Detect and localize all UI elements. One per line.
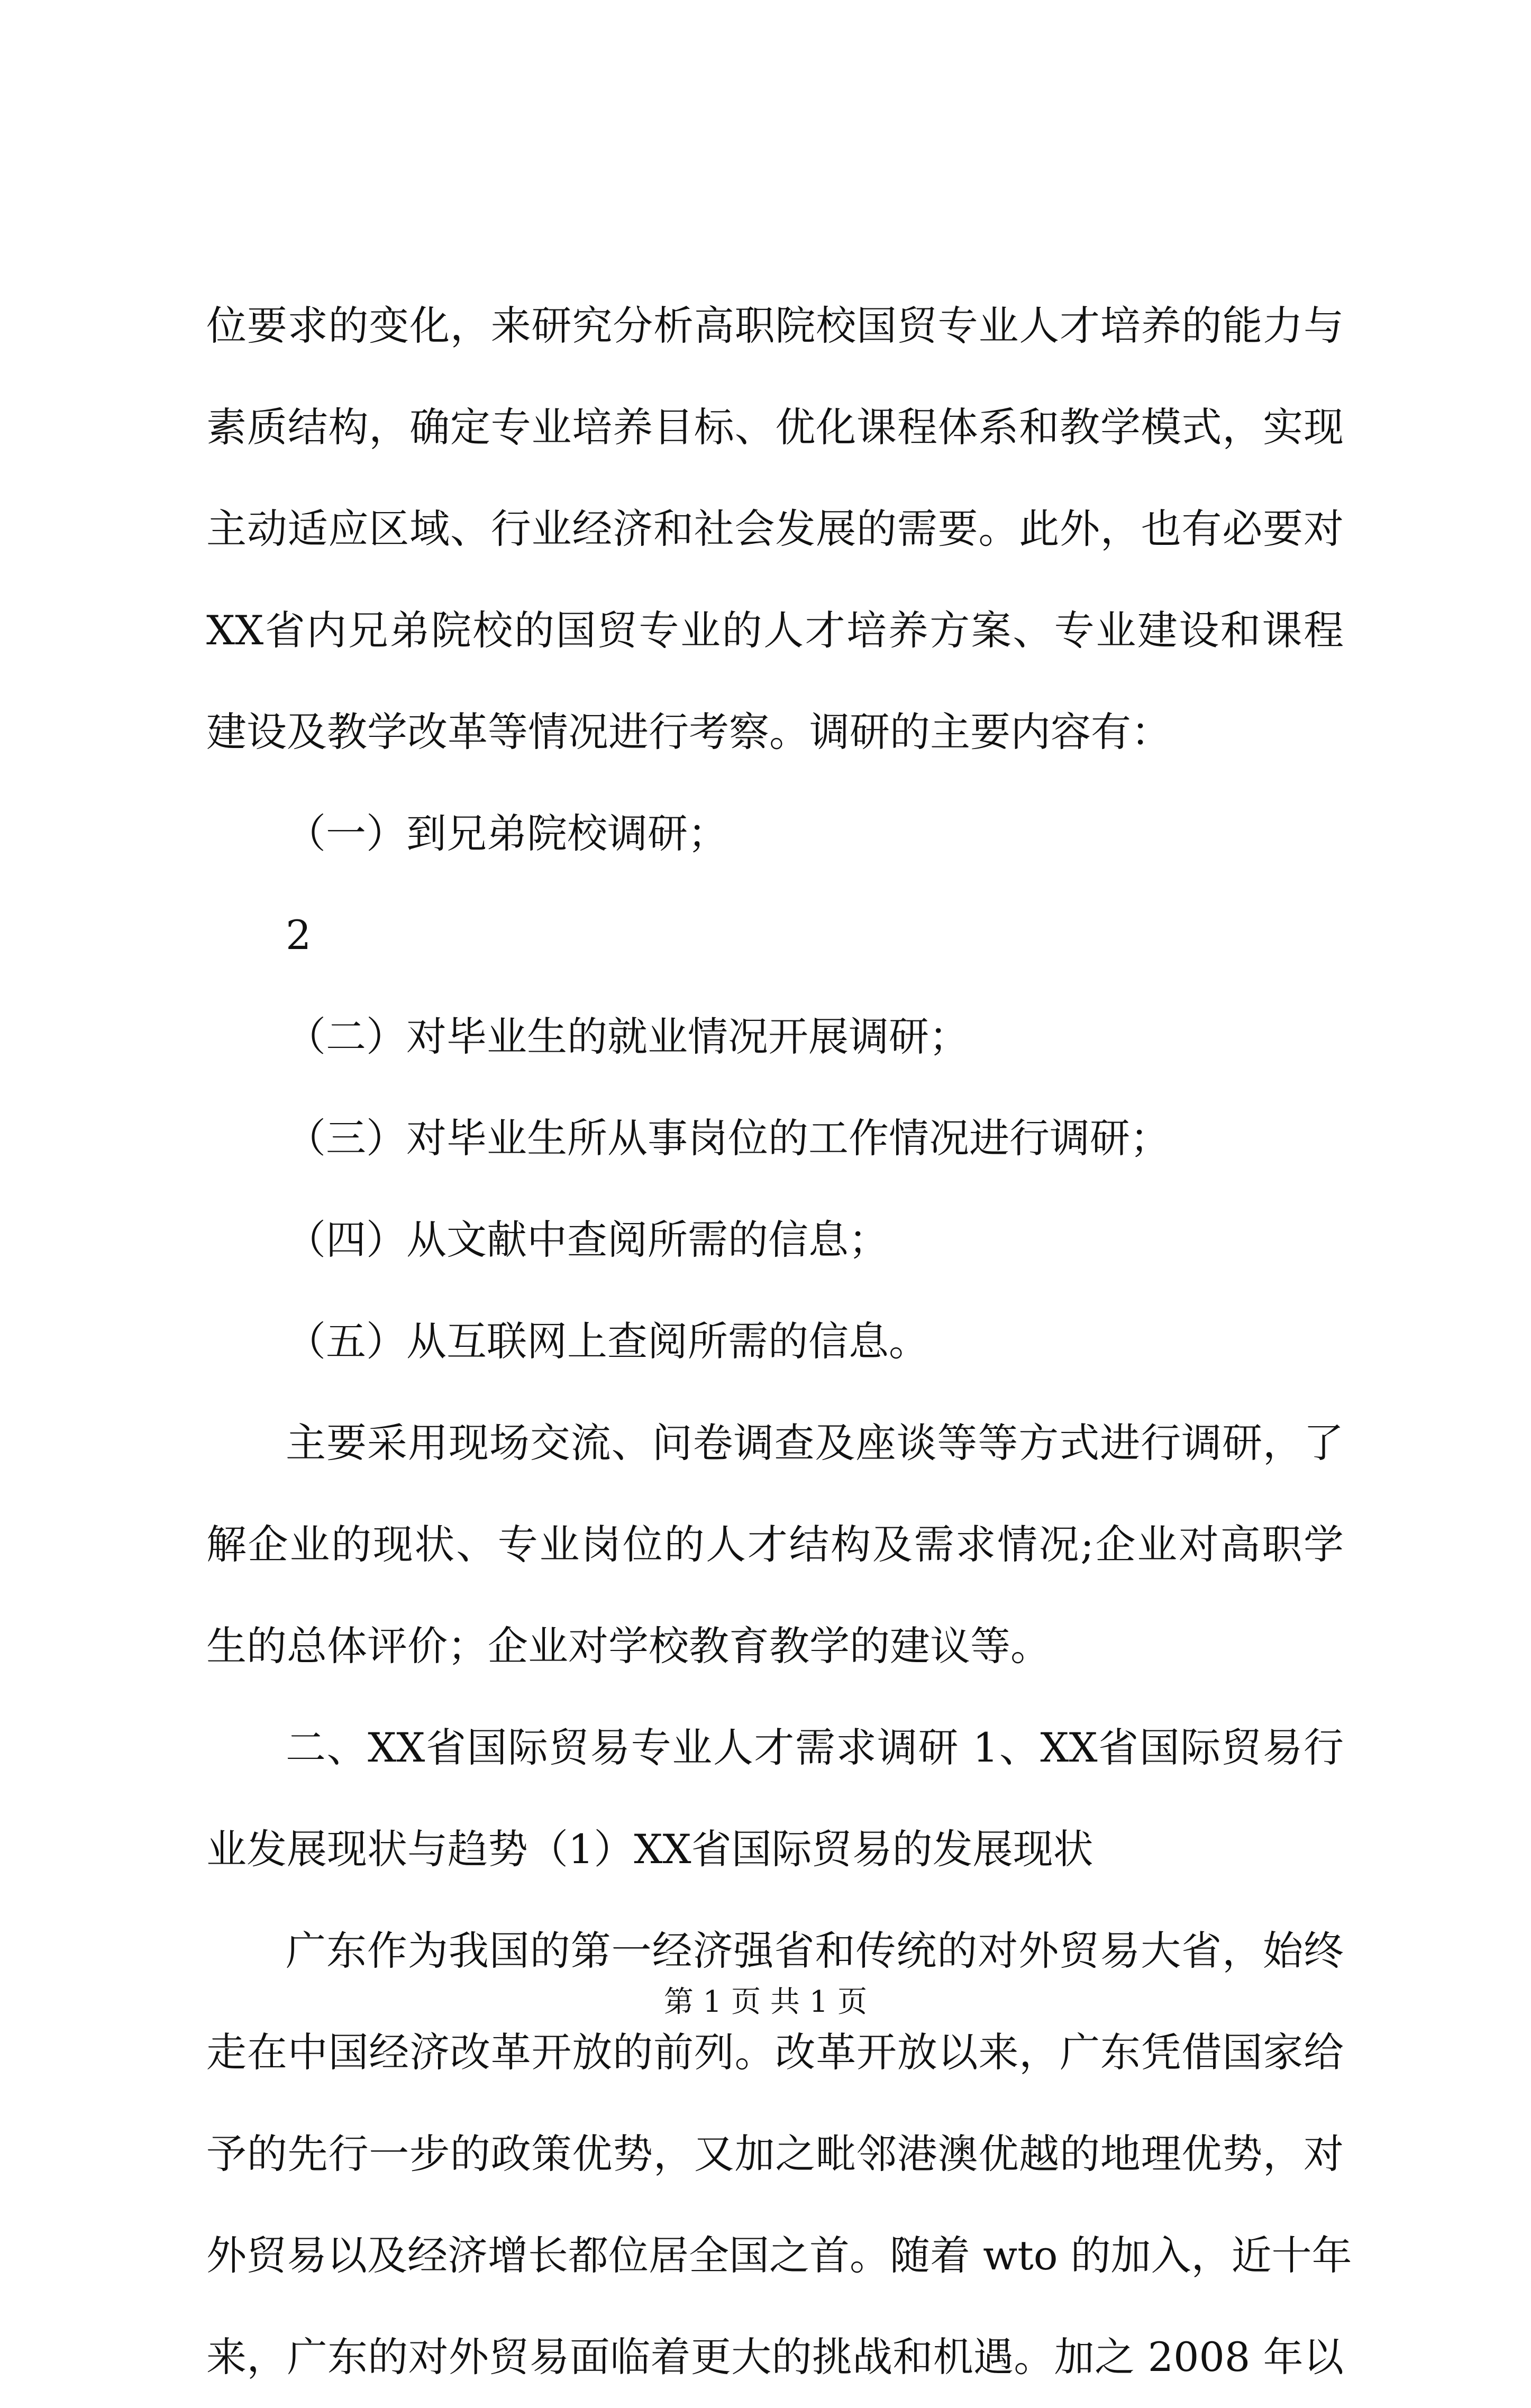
inline-page-number: 2 [286,911,312,959]
paragraph-line: 走在中国经济改革开放的前列。改革开放以来，广东凭借国家给 [206,2029,1344,2076]
paragraph-line: 主要采用现场交流、问卷调查及座谈等等方式进行调研，了 [286,1419,1344,1466]
paragraph-line: 外贸易以及经济增长都位居全国之首。随着 wto 的加入，近十年 [206,2232,1352,2279]
list-item: （三）对毕业生所从事岗位的工作情况进行调研； [286,1115,1170,1162]
text-line: 建设及教学改革等情况进行考察。调研的主要内容有： [206,708,1171,755]
list-item: （四）从文献中查阅所需的信息； [286,1216,889,1263]
section-heading-line: 业发展现状与趋势（1）XX省国际贸易的发展现状 [206,1826,1093,1873]
document-body [206,275,1352,2408]
paragraph-line: 来，广东的对外贸易面临着更大的挑战和机遇。加之 2008 年以 [206,2333,1344,2380]
page-footer: 第 1 页 共 1 页 [663,1985,868,2019]
text-line: 素质结构，确定专业培养目标、优化课程体系和教学模式，实现 [206,404,1344,451]
text-line: 位要求的变化，来研究分析高职院校国贸专业人才培养的能力与 [206,302,1344,349]
list-item: （一）到兄弟院校调研； [286,810,728,857]
list-item: （五）从互联网上查阅所需的信息。 [286,1318,929,1365]
paragraph-line: 生的总体评价；企业对学校教育教学的建议等。 [206,1622,1051,1670]
list-item: （二）对毕业生的就业情况开展调研； [286,1013,969,1060]
paragraph-line: 予的先行一步的政策优势，又加之毗邻港澳优越的地理优势，对 [206,2130,1344,2177]
text-line: XX省内兄弟院校的国贸专业的人才培养方案、专业建设和课程 [206,607,1344,654]
text-line: 主动适应区域、行业经济和社会发展的需要。此外，也有必要对 [206,505,1344,552]
section-heading-line: 二、XX省国际贸易专业人才需求调研 1、XX省国际贸易行 [286,1724,1344,1771]
paragraph-line: 广东作为我国的第一经济强省和传统的对外贸易大省，始终 [286,1927,1344,1974]
paragraph-line: 解企业的现状、专业岗位的人才结构及需求情况;企业对高职学 [206,1521,1344,1568]
